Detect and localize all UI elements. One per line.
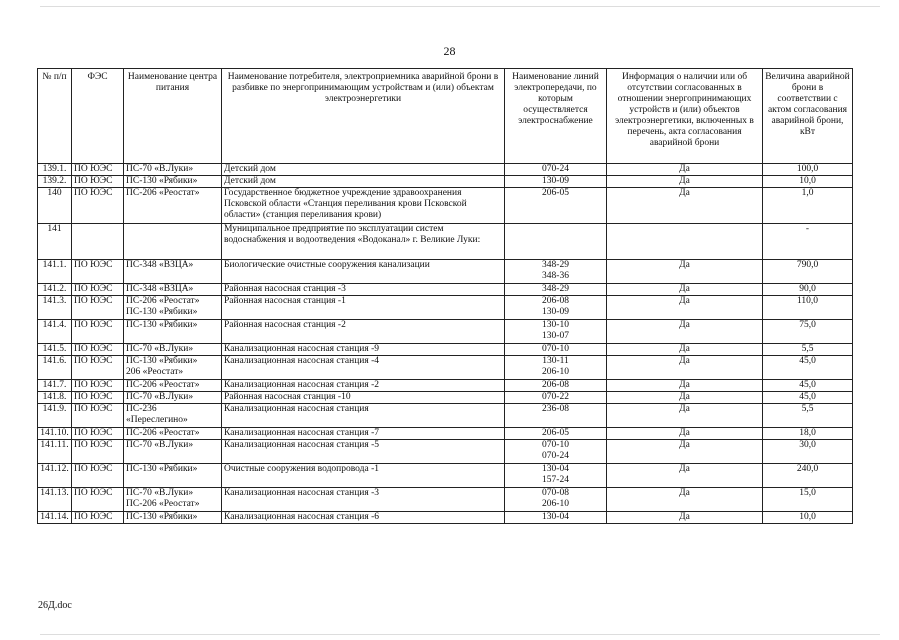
- cell-reserve-value: 45,0: [763, 356, 853, 380]
- cell-power-center: ПС-348 «ВЗЦА»: [124, 260, 222, 284]
- cell-fes: ПО ЮЭС: [72, 404, 124, 428]
- cell-consumer: Канализационная насосная станция -7: [222, 428, 505, 440]
- table-row: [38, 284, 853, 296]
- cell-power-center: ПС-130 «Рябики»: [124, 464, 222, 488]
- cell-lines: 130-04 157-24: [505, 464, 607, 488]
- cell-act: Да: [607, 392, 763, 404]
- cell-lines: 130-09: [505, 176, 607, 188]
- header-power-center: Наименование центра питания: [124, 69, 222, 164]
- header-fes: ФЭС: [72, 69, 124, 164]
- cell-act: Да: [607, 356, 763, 380]
- cell-consumer: Детский дом: [222, 164, 505, 176]
- table-row: [38, 320, 853, 344]
- cell-number: 141.13.: [38, 488, 72, 512]
- cell-act: Да: [607, 428, 763, 440]
- cell-consumer: Канализационная насосная станция -6: [222, 512, 505, 524]
- cell-consumer: Биологические очистные сооружения канализации: [222, 260, 505, 284]
- cell-lines: 070-08 206-10: [505, 488, 607, 512]
- cell-lines: 206-05: [505, 188, 607, 224]
- cell-act: Да: [607, 188, 763, 224]
- cell-consumer: Канализационная насосная станция -5: [222, 440, 505, 464]
- table-row: [38, 464, 853, 488]
- cell-lines: 070-22: [505, 392, 607, 404]
- cell-power-center: ПС-70 «В.Луки»: [124, 440, 222, 464]
- cell-act: Да: [607, 380, 763, 392]
- cell-reserve-value: 90,0: [763, 284, 853, 296]
- table-row: [38, 224, 853, 260]
- cell-reserve-value: 100,0: [763, 164, 853, 176]
- cell-act: Да: [607, 464, 763, 488]
- cell-number: 141.2.: [38, 284, 72, 296]
- header-number: № п/п: [38, 69, 72, 164]
- cell-fes: ПО ЮЭС: [72, 464, 124, 488]
- cell-power-center: ПС-236 «Переслегино»: [124, 404, 222, 428]
- cell-act: Да: [607, 320, 763, 344]
- cell-power-center: [124, 224, 222, 260]
- table-row: [38, 440, 853, 464]
- cell-number: 140: [38, 188, 72, 224]
- cell-power-center: ПС-70 «В.Луки»: [124, 344, 222, 356]
- cell-reserve-value: 790,0: [763, 260, 853, 284]
- header-act-info: Информация о наличии или об отсутствии согласованных в отношении энергопринимающих устройств и (или) объектов электроэнергетики, включенных в перечень, акта согласования аварийной брони: [607, 69, 763, 164]
- cell-number: 141.4.: [38, 320, 72, 344]
- cell-reserve-value: 1,0: [763, 188, 853, 224]
- header-reserve-value: Величина аварийной брони в соответствии с актом согласования аварийной брони, кВт: [763, 69, 853, 164]
- cell-number: 141: [38, 224, 72, 260]
- cell-act: Да: [607, 440, 763, 464]
- cell-lines: 236-08: [505, 404, 607, 428]
- cell-reserve-value: -: [763, 224, 853, 260]
- cell-fes: ПО ЮЭС: [72, 392, 124, 404]
- cell-number: 141.3.: [38, 296, 72, 320]
- cell-fes: ПО ЮЭС: [72, 296, 124, 320]
- cell-consumer: Муниципальное предприятие по эксплуатации систем водоснабжения и водоотведения «Водоканал» г. Великие Луки:: [222, 224, 505, 260]
- cell-fes: ПО ЮЭС: [72, 488, 124, 512]
- cell-consumer: Очистные сооружения водопровода -1: [222, 464, 505, 488]
- cell-lines: 130-04: [505, 512, 607, 524]
- cell-lines: 206-08: [505, 380, 607, 392]
- header-consumer: Наименование потребителя, электроприемника аварийной брони в разбивке по энергопринимающим устройствам и (или) объектам электроэнергетики: [222, 69, 505, 164]
- cell-fes: ПО ЮЭС: [72, 380, 124, 392]
- table-row: [38, 380, 853, 392]
- cell-reserve-value: 240,0: [763, 464, 853, 488]
- cell-lines: 348-29: [505, 284, 607, 296]
- cell-power-center: ПС-70 «В.Луки»: [124, 164, 222, 176]
- table-row: [38, 512, 853, 524]
- cell-number: 141.12.: [38, 464, 72, 488]
- table-row: [38, 344, 853, 356]
- table-row: [38, 188, 853, 224]
- cell-power-center: ПС-130 «Рябики»: [124, 320, 222, 344]
- table-body: [38, 164, 853, 524]
- cell-reserve-value: 110,0: [763, 296, 853, 320]
- cell-consumer: Канализационная насосная станция -4: [222, 356, 505, 380]
- table-row: [38, 488, 853, 512]
- cell-lines: [505, 224, 607, 260]
- cell-reserve-value: 75,0: [763, 320, 853, 344]
- cell-reserve-value: 5,5: [763, 404, 853, 428]
- cell-fes: ПО ЮЭС: [72, 344, 124, 356]
- cell-number: 141.11.: [38, 440, 72, 464]
- cell-fes: ПО ЮЭС: [72, 260, 124, 284]
- cell-lines: 070-24: [505, 164, 607, 176]
- cell-reserve-value: 10,0: [763, 176, 853, 188]
- cell-power-center: ПС-130 «Рябики» 206 «Реостат»: [124, 356, 222, 380]
- cell-reserve-value: 18,0: [763, 428, 853, 440]
- cell-consumer: Канализационная насосная станция: [222, 404, 505, 428]
- cell-reserve-value: 45,0: [763, 392, 853, 404]
- cell-number: 141.14.: [38, 512, 72, 524]
- cell-act: [607, 224, 763, 260]
- cell-reserve-value: 5,5: [763, 344, 853, 356]
- cell-number: 141.6.: [38, 356, 72, 380]
- cell-number: 141.9.: [38, 404, 72, 428]
- cell-lines: 206-08 130-09: [505, 296, 607, 320]
- table-row: [38, 164, 853, 176]
- cell-power-center: ПС-70 «В.Луки»: [124, 392, 222, 404]
- table-row: [38, 260, 853, 284]
- cell-lines: 130-11 206-10: [505, 356, 607, 380]
- cell-reserve-value: 30,0: [763, 440, 853, 464]
- cell-consumer: Канализационная насосная станция -2: [222, 380, 505, 392]
- cell-power-center: ПС-130 «Рябики»: [124, 512, 222, 524]
- cell-act: Да: [607, 260, 763, 284]
- cell-power-center: ПС-206 «Реостат»: [124, 188, 222, 224]
- cell-number: 141.5.: [38, 344, 72, 356]
- cell-power-center: ПС-130 «Рябики»: [124, 176, 222, 188]
- cell-power-center: ПС-206 «Реостат»: [124, 428, 222, 440]
- cell-reserve-value: 15,0: [763, 488, 853, 512]
- cell-consumer: Канализационная насосная станция -9: [222, 344, 505, 356]
- cell-number: 141.7.: [38, 380, 72, 392]
- cell-reserve-value: 10,0: [763, 512, 853, 524]
- cell-power-center: ПС-206 «Реостат» ПС-130 «Рябики»: [124, 296, 222, 320]
- cell-act: Да: [607, 176, 763, 188]
- cell-consumer: Районная насосная станция -1: [222, 296, 505, 320]
- reserve-table: [37, 68, 853, 524]
- cell-number: 141.8.: [38, 392, 72, 404]
- cell-number: 141.10.: [38, 428, 72, 440]
- cell-consumer: Государственное бюджетное учреждение здравоохранения Псковской области «Станция переливания крови Псковской области» (станция переливания крови): [222, 188, 505, 224]
- cell-lines: 206-05: [505, 428, 607, 440]
- header-lines: Наименование линий электропередачи, по которым осуществляется электроснабжение: [505, 69, 607, 164]
- cell-fes: ПО ЮЭС: [72, 284, 124, 296]
- table-header-row: [38, 69, 853, 164]
- cell-consumer: Детский дом: [222, 176, 505, 188]
- cell-fes: ПО ЮЭС: [72, 356, 124, 380]
- cell-fes: ПО ЮЭС: [72, 188, 124, 224]
- cell-number: 141.1.: [38, 260, 72, 284]
- cell-fes: ПО ЮЭС: [72, 164, 124, 176]
- cell-fes: ПО ЮЭС: [72, 320, 124, 344]
- cell-fes: ПО ЮЭС: [72, 512, 124, 524]
- cell-act: Да: [607, 512, 763, 524]
- table-row: [38, 428, 853, 440]
- cell-consumer: Районная насосная станция -3: [222, 284, 505, 296]
- cell-number: 139.1.: [38, 164, 72, 176]
- table-row: [38, 296, 853, 320]
- cell-act: Да: [607, 164, 763, 176]
- table-row: [38, 176, 853, 188]
- cell-consumer: Канализационная насосная станция -3: [222, 488, 505, 512]
- table-row: [38, 392, 853, 404]
- cell-lines: 070-10 070-24: [505, 440, 607, 464]
- cell-act: Да: [607, 284, 763, 296]
- scan-artifact-bottom: [40, 634, 880, 635]
- cell-consumer: Районная насосная станция -10: [222, 392, 505, 404]
- cell-lines: 130-10 130-07: [505, 320, 607, 344]
- file-name: 26Д.doc: [38, 600, 72, 611]
- cell-act: Да: [607, 344, 763, 356]
- cell-act: Да: [607, 488, 763, 512]
- cell-lines: 348-29 348-36: [505, 260, 607, 284]
- cell-lines: 070-10: [505, 344, 607, 356]
- cell-power-center: ПС-348 «ВЗЦА»: [124, 284, 222, 296]
- cell-reserve-value: 45,0: [763, 380, 853, 392]
- page-number: 28: [443, 44, 456, 58]
- cell-fes: ПО ЮЭС: [72, 428, 124, 440]
- cell-fes: ПО ЮЭС: [72, 176, 124, 188]
- cell-number: 139.2.: [38, 176, 72, 188]
- cell-act: Да: [607, 404, 763, 428]
- cell-fes: ПО ЮЭС: [72, 440, 124, 464]
- table-row: [38, 404, 853, 428]
- table-row: [38, 356, 853, 380]
- cell-power-center: ПС-70 «В.Луки» ПС-206 «Реостат»: [124, 488, 222, 512]
- cell-fes: [72, 224, 124, 260]
- cell-power-center: ПС-206 «Реостат»: [124, 380, 222, 392]
- scan-artifact-top: [40, 6, 880, 7]
- cell-act: Да: [607, 296, 763, 320]
- cell-consumer: Районная насосная станция -2: [222, 320, 505, 344]
